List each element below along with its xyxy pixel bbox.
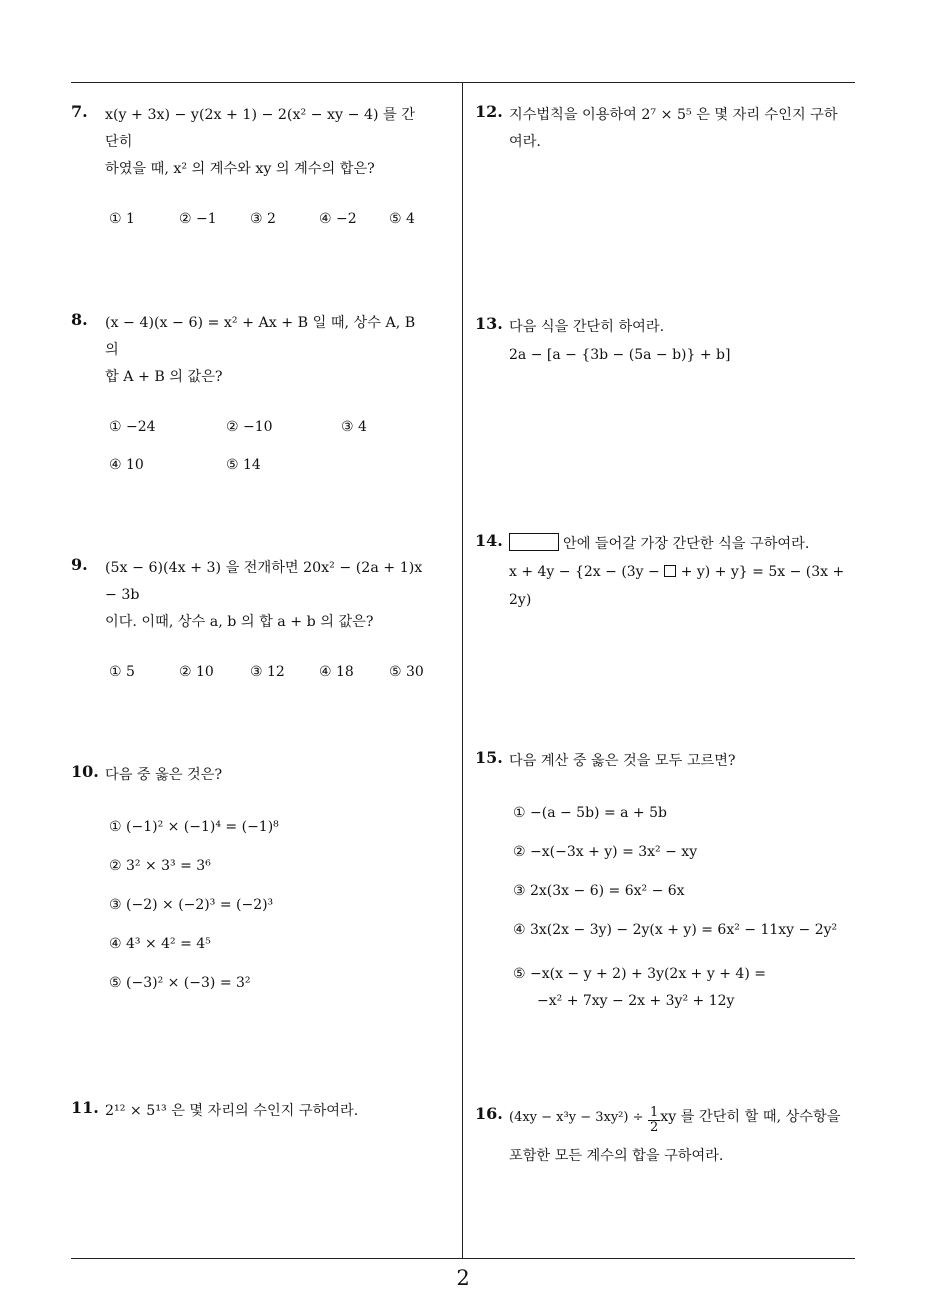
question-line: 안에 들어갈 가장 간단한 식을 구하여라. [563, 536, 810, 552]
question-line: 포함한 모든 계수의 합을 구하여라. [509, 1148, 724, 1164]
option-4[interactable]: ④ 10 [109, 457, 144, 473]
page-number: 2 [456, 1266, 470, 1290]
question-line: (x − 4)(x − 6) = x² + Ax + B 일 때, 상수 A, B 의 [105, 315, 416, 358]
question-number: 12. [475, 102, 503, 121]
option-5[interactable]: ⑤ 14 [226, 457, 261, 473]
question-14 [475, 531, 860, 614]
option-1[interactable]: ① −(a − 5b) = a + 5b [513, 805, 667, 821]
question-text [509, 531, 860, 558]
question-16 [475, 1104, 860, 1170]
question-line: 지수법칙을 이용하여 2⁷ × 5⁵ 은 몇 자리 수인지 구하 [509, 107, 838, 123]
answer-options [105, 211, 427, 239]
answer-options [105, 419, 427, 447]
question-7 [71, 102, 427, 239]
question-number: 16. [475, 1104, 503, 1123]
option-5[interactable]: ⑤ 30 [389, 664, 424, 680]
answer-options [109, 819, 427, 1014]
question-text: 다음 계산 중 옳은 것을 모두 고르면? [509, 753, 736, 769]
question-number: 15. [475, 748, 503, 767]
option-4[interactable]: ④ 3x(2x − 3y) − 2y(x + y) = 6x² − 11xy − 2y² [513, 922, 838, 938]
question-number: 10. [71, 762, 99, 781]
option-5[interactable]: ⑤ (−3)² × (−3) = 3² [109, 975, 251, 991]
option-3[interactable]: ③ 2x(3x − 6) = 6x² − 6x [513, 883, 685, 899]
top-rule [71, 82, 855, 83]
option-3[interactable]: ③ (−2) × (−2)³ = (−2)³ [109, 897, 274, 913]
question-11 [71, 1098, 427, 1125]
expression: 2a − [a − {3b − (5a − b)} + b] [509, 347, 731, 363]
question-number: 8. [71, 310, 88, 329]
question-number: 11. [71, 1098, 99, 1117]
option-2[interactable]: ② −10 [226, 419, 273, 435]
option-2[interactable]: ② 10 [179, 664, 214, 680]
expression-part: (4xy − x³y − 3xy²) ÷ [509, 1110, 644, 1125]
question-line: 이다. 이때, 상수 a, b 의 합 a + b 의 값은? [105, 614, 374, 630]
answer-options [105, 664, 427, 692]
option-3[interactable]: ③ 2 [250, 211, 276, 227]
question-text: 다음 식을 간단히 하여라. [509, 319, 665, 335]
question-9 [71, 555, 427, 692]
option-line: ⑤ −x(x − y + 2) + 3y(2x + y + 4) = [513, 966, 766, 982]
question-number: 7. [71, 102, 88, 121]
expression-part: + y) + y} = 5x − (3x + 2y) [509, 564, 845, 608]
bottom-rule [71, 1258, 855, 1259]
question-number: 9. [71, 555, 88, 574]
fraction [648, 1106, 660, 1135]
option-5[interactable] [513, 961, 860, 1015]
fraction-numerator: 1 [650, 1105, 659, 1120]
option-1[interactable]: ① (−1)² × (−1)⁴ = (−1)⁸ [109, 819, 279, 835]
question-line [509, 1104, 860, 1135]
expression-part: x + 4y − {2x − (3y − [509, 564, 660, 580]
question-line: 여라. [509, 134, 541, 150]
blank-square [664, 565, 676, 577]
question-text [509, 102, 860, 156]
question-text [509, 1104, 860, 1170]
question-line: 합 A + B 의 값은? [105, 369, 223, 385]
option-2[interactable]: ② −x(−3x + y) = 3x² − xy [513, 844, 698, 860]
question-12 [475, 102, 860, 156]
question-text [105, 310, 427, 391]
option-1[interactable]: ① 5 [109, 664, 135, 680]
question-text [105, 102, 427, 183]
option-2[interactable]: ② −1 [179, 211, 217, 227]
answer-options [513, 805, 860, 1015]
question-line: 하였을 때, x² 의 계수와 xy 의 계수의 합은? [105, 161, 375, 177]
option-4[interactable]: ④ −2 [319, 211, 357, 227]
question-10 [71, 762, 427, 1014]
blank-box[interactable] [509, 533, 559, 551]
question-text [105, 555, 427, 636]
option-3[interactable]: ③ 4 [341, 419, 367, 435]
option-2[interactable]: ② 3² × 3³ = 3⁶ [109, 858, 211, 874]
option-5[interactable]: ⑤ 4 [389, 211, 415, 227]
option-4[interactable]: ④ 4³ × 4² = 4⁵ [109, 936, 211, 952]
expression-part: xy 를 간단히 할 때, 상수항을 [660, 1109, 841, 1125]
option-1[interactable]: ① −24 [109, 419, 156, 435]
fraction-denominator: 2 [650, 1120, 659, 1135]
option-1[interactable]: ① 1 [109, 211, 135, 227]
option-4[interactable]: ④ 18 [319, 664, 354, 680]
expression [509, 558, 860, 614]
question-number: 13. [475, 314, 503, 333]
option-3[interactable]: ③ 12 [250, 664, 285, 680]
question-15 [475, 748, 860, 1015]
question-line: (5x − 6)(4x + 3) 을 전개하면 20x² − (2a + 1)x − 3b [105, 560, 423, 603]
question-8 [71, 310, 427, 485]
question-number: 14. [475, 531, 503, 550]
column-divider [462, 82, 463, 1258]
answer-options [105, 457, 427, 485]
option-line: −x² + 7xy − 2x + 3y² + 12y [537, 993, 735, 1009]
question-line: x(y + 3x) − y(2x + 1) − 2(x² − xy − 4) 를 간단히 [105, 107, 415, 150]
question-text: 2¹² × 5¹³ 은 몇 자리의 수인지 구하여라. [105, 1103, 359, 1119]
question-text: 다음 중 옳은 것은? [105, 767, 223, 783]
question-13 [475, 314, 860, 369]
